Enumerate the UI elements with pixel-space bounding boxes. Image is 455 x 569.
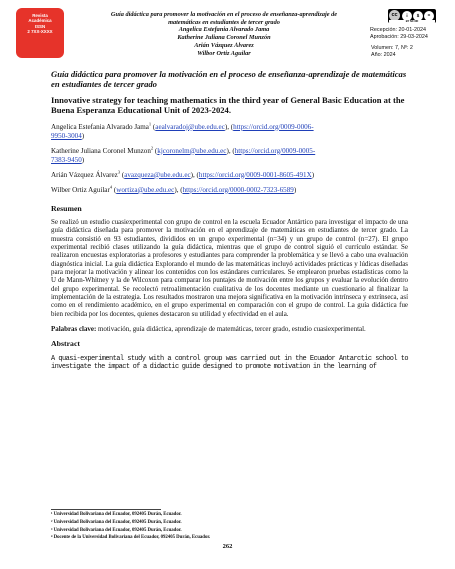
orcid-part: 7383-9450: [51, 155, 82, 164]
running-title-line: matemáticas en estudiantes de tercer grado: [168, 18, 280, 26]
abstract-heading-en: Abstract: [51, 339, 81, 349]
author-email-link[interactable]: wortiza@ube.edu.ec: [116, 185, 175, 194]
cc-icon: cc: [389, 10, 400, 21]
author-orcid-link[interactable]: https://orcid.org/0000-0002-7323-6589: [182, 185, 294, 194]
running-author: Arián Vázquez Álvarez: [194, 41, 254, 49]
running-author: Katherine Juliana Coronel Munzón: [177, 34, 271, 42]
author-sup: 2: [150, 145, 154, 151]
author-name: Arián Vázquez Álvarez: [51, 170, 118, 179]
author-entry: Katherine Juliana Coronel Munzon$^2$ (kjcoronelm@ube.edu.ec), (https://orcid.org/0009-0005- 7383-9450): [51, 145, 316, 164]
author-name: Katherine Juliana Coronel Munzon: [51, 146, 151, 155]
journal-logo: [16, 8, 64, 58]
cc-by-nc-nd-icon[interactable]: [388, 9, 436, 23]
year: Año: 2024: [371, 51, 396, 58]
author-sup: 4: [109, 184, 113, 190]
author-entry: Angelica Estefania Alvarado Jama$^1$ (aealvaradoj@ube.edu.ec), (https://orcid.org/0009-0006- 9950-3004): [51, 121, 314, 140]
logo-line: ISSN: [34, 23, 46, 29]
logo-line: Académica: [28, 18, 52, 24]
volume-number: Volumen: 7, Nº: 2: [371, 45, 413, 51]
dates-block: [370, 27, 452, 41]
orcid-part: https://orcid.org/0009-0006-: [233, 122, 314, 131]
author-name: Wilber Ortiz Aguilar: [51, 185, 110, 194]
author-entry: Wilber Ortiz Aguilar$^4$ (wortiza@ube.edu.ec), (https://orcid.org/0000-0002-7323-6589): [51, 184, 297, 194]
running-author: Angelica Estefania Alvarado Jama: [178, 26, 270, 34]
author-entry: Arián Vázquez Álvarez$^3$ (avazqueza@ube.edu.ec), (https://orcid.org/0009-0001-8605-491X): [51, 169, 315, 179]
page-number: 262: [222, 543, 233, 550]
abstract-spanish: Se realizó un estudio cuasiexperimental con grupo de control en la escuela Ecuador Antártico para investigar el impacto de una guía didáctica diseñada para promover la motivación en el aprendizaje de matemáticas en estudiantes de tercer grado. La muestra consistió en 93 estudiantes, divididos en un grupo experimental (n=34) y un grupo de control (n=27). El grupo experimental recibió clases utilizando la guía didáctica, mientras que el grupo de control siguió el currículo estándar. Se realizaron encuestas exploratorias a profesores y estudiantes para comprender la problemática y se llevó a cabo una evaluación diagnóstica inicial. La guía didáctica Explorando el mundo de las matemáticas incluyó actividades prácticas y lúdicas diseñadas para mejorar la motivación y alinear los contenidos con los estándares curriculares. Se emplearon pruebas estadísticas como la U de Mann-Whitney y la de Wilcoxon para comparar los puntajes de motivación entre los grupos y evaluar la evolución dentro del grupo experimental. Se recolectó retroalimentación cualitativa de los docentes mediante un cuestionario al finalizar la implementación de la estrategia. Los resultados mostraron una mejora significativa en la motivación intrínseca y extrínseca, así como en el rendimiento académico, en el grupo experimental en comparación con el grupo de control. La guía didáctica fue bien recibida por los docentes, quienes destacaron su utilidad y efectividad en el aula.: [51, 218, 408, 318]
by-icon: i: [402, 11, 412, 21]
author-email-link[interactable]: avazqueza@ube.edu.ec: [124, 170, 191, 179]
title-english: Innovative strategy for teaching mathematics in the third year of General Basic Education at the Buena Esperanza Educational Unit of 2023-2024.: [51, 94, 405, 116]
running-title-line: Guía didáctica para promover la motivación en el proceso de enseñanza-aprendizaje de: [110, 11, 338, 18]
reception-date: Recepción: 20-01-2024: [370, 27, 427, 33]
volume-block: [371, 45, 451, 58]
author-sup: 3: [117, 169, 121, 175]
keywords: [51, 325, 408, 333]
footnote: ² Universidad Bolivariana del Ecuador, 092405 Durán, Ecuador.: [51, 519, 182, 525]
nd-icon: =: [424, 11, 434, 21]
logo-line: Revista: [32, 13, 48, 18]
keywords-text: motivación, guía didáctica, aprendizaje de matemáticas, tercer grado, estudio cuasiexperimental.: [98, 324, 366, 333]
running-author: Wilbor Ortiz Aguilar: [197, 49, 251, 57]
acceptance-date: Aprobación: 29-03-2024: [370, 34, 428, 40]
orcid-part: 9950-3004: [51, 131, 82, 140]
license-text: BY NC ND: [389, 20, 435, 23]
footnote: ¹ Universidad Bolivariana del Ecuador, 092405 Durán, Ecuador.: [51, 512, 182, 517]
footnote: ⁴ Docente de la Universidad Bolivariana del Ecuador, 092405 Durán, Ecuador.: [51, 535, 211, 541]
running-header: [108, 11, 340, 57]
orcid-part: https://orcid.org/0009-0005-: [234, 146, 316, 155]
nc-icon: $: [413, 11, 423, 21]
author-name: Angelica Estefania Alvarado Jama: [51, 122, 149, 131]
author-email-link[interactable]: kjcoronelm@ube.edu.ec: [157, 146, 227, 155]
abstract-heading-es: Resumen: [51, 203, 82, 213]
footnote: ³ Universidad Bolivariana del Ecuador, 092405 Durán, Ecuador.: [51, 527, 182, 533]
footnote-divider: [51, 509, 161, 510]
abstract-english: A quasi-experimental study with a control group was carried out in the Ecuador Antarctic school to investigate the impact of a didactic guide designed to promote motivation in the learning of: [51, 354, 408, 371]
author-email-link[interactable]: aealvaradoj@ube.edu.ec: [155, 122, 225, 131]
keywords-label: Palabras clave:: [51, 324, 97, 333]
logo-line: 2 7XX-XXXX: [27, 28, 53, 34]
author-sup: 1: [148, 121, 152, 127]
title-spanish: Guía didáctica para promover la motivación en el proceso de enseñanza-aprendizaje de matemáticas en estudiantes de tercer grado: [51, 69, 407, 90]
footnotes: [51, 511, 411, 542]
author-orcid-link[interactable]: https://orcid.org/0009-0001-8605-491X: [198, 170, 312, 179]
article-body: [51, 69, 408, 371]
